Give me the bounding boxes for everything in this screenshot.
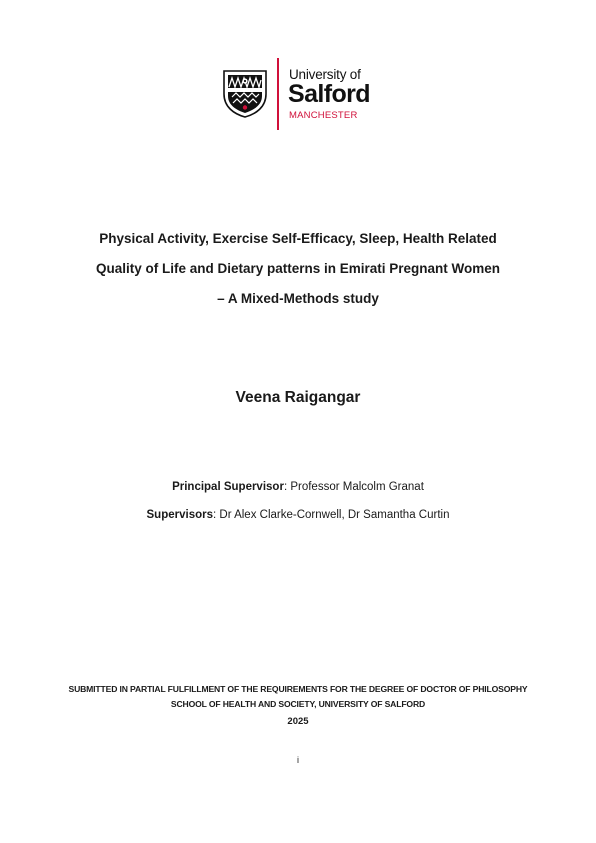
university-logo [223, 58, 373, 130]
logo-salford: Salford [288, 80, 370, 108]
author-name: Veena Raigangar [235, 389, 361, 406]
supervision-block [0, 473, 596, 529]
submission-year: 2025 [287, 716, 309, 727]
logo-manchester: MANCHESTER [289, 110, 358, 121]
principal-supervisor-value: : Professor Malcolm Granat [283, 481, 424, 493]
thesis-title-line-3: – A Mixed-Methods study [217, 291, 379, 306]
submission-statement [0, 682, 596, 712]
supervisors-label: Supervisors [146, 509, 213, 521]
logo-divider [277, 58, 279, 130]
university-crest-icon [223, 70, 267, 118]
principal-supervisor-label: Principal Supervisor [172, 481, 284, 493]
principal-supervisor-row [0, 473, 596, 501]
thesis-title [40, 224, 556, 314]
logo-university-of: University of [289, 67, 361, 82]
page-number: i [297, 755, 299, 765]
submission-line-2: SCHOOL OF HEALTH AND SOCIETY, UNIVERSITY OF SALFORD [170, 699, 426, 709]
submission-line-1: SUBMITTED IN PARTIAL FULFILLMENT OF THE REQUIREMENTS FOR THE DEGREE OF DOCTOR OF PHILOSOPHY [68, 684, 528, 694]
supervisors-row [0, 501, 596, 529]
thesis-title-line-1: Physical Activity, Exercise Self-Efficacy, Sleep, Health Related [99, 231, 497, 246]
supervisors-value: : Dr Alex Clarke-Cornwell, Dr Samantha Curtin [213, 509, 450, 521]
thesis-title-line-2: Quality of Life and Dietary patterns in Emirati Pregnant Women [95, 261, 501, 276]
